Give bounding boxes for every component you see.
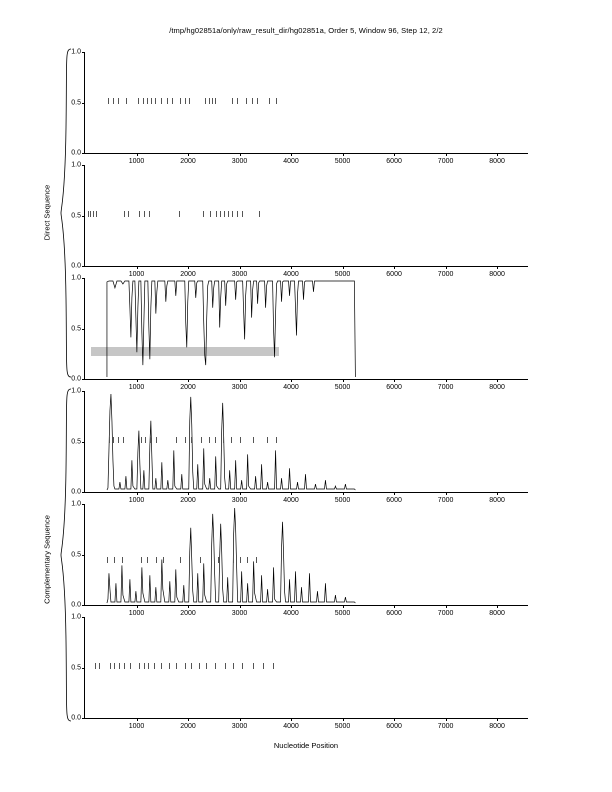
sequence-mark [114,557,115,563]
ytick-label: 0.5 [71,99,81,106]
sequence-mark [273,663,274,669]
sequence-mark [95,663,96,669]
sequence-mark [185,98,186,104]
sequence-mark [212,98,213,104]
sequence-mark [154,663,155,669]
sequence-mark [232,98,233,104]
xtick-label: 8000 [489,610,505,617]
sequence-mark [257,98,258,104]
panel-plot-area-2 [85,165,528,266]
ylabel-complementary-sequence: Complementary Sequence [42,515,52,604]
sequence-mark [203,211,204,217]
xtick-label: 3000 [231,384,248,391]
sequence-mark [269,98,270,104]
panel-plot-area-1 [85,52,528,153]
sequence-mark [139,663,140,669]
sequence-mark [156,437,157,443]
ytick-label: 0.0 [71,601,81,609]
xtick-label: 7000 [437,158,454,165]
sequence-mark [237,98,238,104]
ytick-label: 0.5 [71,212,81,219]
panel-plot-area-5 [85,504,528,605]
sequence-mark [242,211,243,217]
sequence-mark [122,557,123,563]
panel-plot-area-3 [85,278,528,379]
xtick-label: 2000 [180,610,196,617]
sequence-mark [179,211,180,217]
sequence-mark [119,663,120,669]
sequence-mark [200,557,201,563]
sequence-mark [163,557,164,563]
sequence-mark [147,557,148,563]
xtick-label: 4000 [283,158,299,165]
signal-trace [85,278,528,379]
sequence-mark [155,98,156,104]
sequence-mark [149,211,150,217]
sequence-mark [107,557,108,563]
sequence-mark [114,663,115,669]
sequence-mark [253,437,254,443]
xtick-label: 1000 [128,384,145,391]
sequence-mark [124,211,125,217]
sequence-mark [233,557,234,563]
ytick-label: 0.0 [71,488,81,496]
xtick-label: 8000 [489,723,505,730]
sequence-mark [252,98,253,104]
xtick-label: 2000 [180,271,196,278]
sequence-mark [220,211,221,217]
sequence-mark [110,663,111,669]
ytick-label: 0.5 [71,551,81,558]
xtick-label: 5000 [334,610,351,617]
xtick-label: 2000 [180,158,196,165]
sequence-mark [128,211,129,217]
sequence-mark [108,98,109,104]
brace-complementary-sequence [60,388,72,722]
xtick-label: 4000 [283,610,299,617]
sequence-mark [113,437,114,443]
xtick-label: 1000 [128,158,145,165]
xtick-label: 4000 [283,723,299,730]
sequence-mark [240,437,241,443]
sequence-mark [237,211,238,217]
xtick-label: 1000 [128,723,145,730]
panel-plot-area-6 [85,617,528,718]
sequence-mark [209,437,210,443]
sequence-mark [232,211,233,217]
xtick-label: 6000 [386,158,402,165]
ytick-label: 1.0 [71,387,81,395]
xtick-label: 2000 [180,384,196,391]
signal-trace [85,391,528,492]
sequence-mark [231,437,232,443]
sequence-mark [189,98,190,104]
sequence-mark [172,98,173,104]
sequence-mark [215,663,216,669]
sequence-mark [138,98,139,104]
sequence-mark [109,437,110,443]
xtick-label: 1000 [128,610,145,617]
sequence-mark [191,437,192,443]
sequence-mark [147,98,148,104]
ytick-label: 1.0 [71,48,81,56]
sequence-mark [88,211,89,217]
sequence-mark [130,663,131,669]
xtick-label: 5000 [334,497,351,504]
sequence-mark [139,211,140,217]
panel-direct-frame-3 [71,274,528,391]
sequence-mark [223,437,224,443]
xtick-label: 6000 [386,610,402,617]
xtick-label: 6000 [386,271,402,278]
xtick-label: 8000 [489,158,505,165]
xtick-label: 2000 [180,497,196,504]
xtick-label: 1000 [128,271,145,278]
xtick-label: 5000 [334,158,351,165]
signal-trace [85,504,528,605]
sequence-mark [259,211,260,217]
sequence-mark [191,663,192,669]
xtick-label: 8000 [489,271,505,278]
sequence-mark [169,663,170,669]
sequence-mark [216,211,217,217]
sequence-mark [185,663,186,669]
xtick-label: 6000 [386,497,402,504]
sequence-mark [141,557,142,563]
xtick-label: 7000 [437,497,454,504]
sequence-mark [201,437,202,443]
sequence-mark [167,98,168,104]
sequence-mark [206,663,207,669]
ytick-label: 0.5 [71,664,81,671]
sequence-mark [242,663,243,669]
sequence-mark [123,437,124,443]
xtick-label: 4000 [283,384,299,391]
sequence-mark [218,557,219,563]
sequence-mark [176,663,177,669]
sequence-mark [176,437,177,443]
xtick-label: 3000 [231,271,248,278]
panel-plot-area-4 [85,391,528,492]
sequence-mark [180,98,181,104]
sequence-mark [145,437,146,443]
xtick-label: 4000 [283,497,299,504]
sequence-mark [150,437,151,443]
xtick-label: 2000 [180,723,196,730]
sequence-mark [126,98,127,104]
xtick-label: 6000 [386,723,402,730]
panel-direct-frame-1 [71,48,528,165]
ytick-label: 0.0 [71,149,81,157]
xtick-label: 5000 [334,723,351,730]
sequence-mark [246,98,247,104]
sequence-mark [267,437,268,443]
xtick-label: 3000 [231,723,248,730]
sequence-mark [148,663,149,669]
sequence-mark [124,663,125,669]
xtick-label: 1000 [128,497,145,504]
sequence-mark [90,211,91,217]
sequence-mark [144,211,145,217]
brace-direct-sequence [60,48,72,378]
xtick-label: 8000 [489,497,505,504]
xtick-label: 4000 [283,271,299,278]
ytick-label: 0.0 [71,714,81,722]
sequence-mark [215,437,216,443]
sequence-mark [209,98,210,104]
ytick-label: 1.0 [71,613,81,621]
sequence-mark [263,663,264,669]
sequence-mark [118,437,119,443]
sequence-mark [161,663,162,669]
sequence-mark [141,437,142,443]
xtick-label: 3000 [231,610,248,617]
ytick-label: 0.5 [71,325,81,332]
sequence-mark [113,98,114,104]
xtick-label: 5000 [334,271,351,278]
sequence-mark [253,663,254,669]
xtick-label: 7000 [437,610,454,617]
panel-complementary-frame-2 [71,500,528,617]
sequence-mark [93,211,94,217]
sequence-mark [256,557,257,563]
sequence-mark [151,98,152,104]
sequence-mark [215,98,216,104]
xtick-label: 7000 [437,723,454,730]
sequence-mark [224,211,225,217]
sequence-mark [96,211,97,217]
sequence-mark [180,557,181,563]
sequence-mark [240,557,241,563]
ytick-label: 1.0 [71,500,81,508]
sequence-mark [161,98,162,104]
sequence-mark [118,98,119,104]
xtick-label: 7000 [437,271,454,278]
sequence-mark [185,437,186,443]
sequence-mark [205,98,206,104]
sequence-mark [199,663,200,669]
xtick-label: 3000 [231,158,248,165]
figure-title: /tmp/hg02851a/only/raw_result_dir/hg02851a, Order 5, Window 96, Step 12, 2/2 [169,26,443,35]
panel-complementary-frame-3 [71,613,528,730]
sequence-mark [143,98,144,104]
panel-direct-frame-2 [71,161,528,278]
sequence-mark [228,211,229,217]
xtick-label: 6000 [386,384,402,391]
sequence-mark [276,437,277,443]
panel-complementary-frame-1 [71,387,528,504]
xtick-label: 3000 [231,497,248,504]
ytick-label: 0.0 [71,262,81,270]
xtick-label: 7000 [437,384,454,391]
sequence-mark [247,557,248,563]
sequence-mark [156,557,157,563]
sequence-mark [276,98,277,104]
sequence-mark [225,663,226,669]
ytick-label: 0.0 [71,375,81,383]
xaxis-label: Nucleotide Position [273,741,339,750]
sequence-mark [233,663,234,669]
ytick-label: 1.0 [71,161,81,169]
xtick-label: 8000 [489,384,505,391]
ytick-label: 1.0 [71,274,81,282]
ylabel-direct-sequence: Direct Sequence [42,184,52,241]
sequence-mark [144,663,145,669]
xtick-label: 5000 [334,384,351,391]
ytick-label: 0.5 [71,438,81,445]
sequence-mark [210,211,211,217]
sequence-mark [99,663,100,669]
